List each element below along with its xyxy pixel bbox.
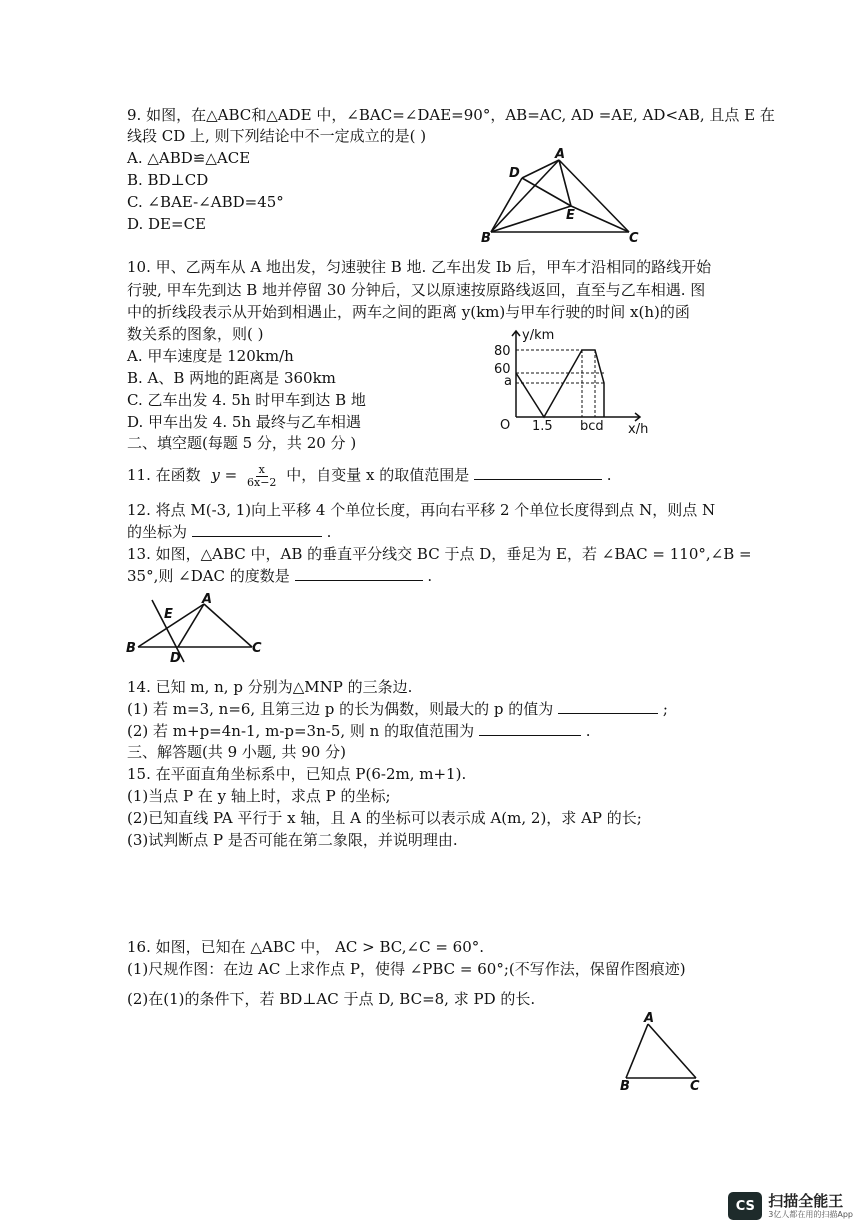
q11-y: y =	[211, 466, 238, 484]
q9-label-b: B	[481, 231, 491, 246]
q11-denominator: 6x−2	[247, 475, 277, 489]
section3-heading: 三、解答题(共 9 小题, 共 90 分)	[127, 743, 346, 761]
q9-label-c: C	[629, 231, 639, 246]
q14-line3	[127, 721, 590, 741]
q12-line2	[127, 522, 331, 542]
q16-line1: 16. 如图，已知在 △ABC 中， AC > BC,∠C = 60°.	[127, 938, 485, 956]
q13-label-a: A	[202, 592, 213, 607]
q9-line2: 线段 CD 上, 则下列结论中不一定成立的是( )	[127, 127, 427, 145]
q14-line2	[127, 699, 668, 719]
q10-ylabel: y/km	[522, 328, 555, 343]
q13-line1: 13. 如图，△ABC 中，AB 的垂直平分线交 BC 于点 D，垂足为 E，若 ∠BAC = 110°,∠B =	[127, 545, 752, 563]
q12-line1: 12. 将点 M(-3, 1)向上平移 4 个单位长度，再向右平移 2 个单位长度得到点 N，则点 N	[127, 501, 716, 519]
q10-xbcd: bcd	[580, 419, 604, 434]
section2-heading: 二、填空题(每题 5 分，共 20 分 )	[127, 434, 357, 452]
q9-label-a: A	[555, 148, 566, 162]
watermark-name: 扫描全能王	[768, 1191, 844, 1210]
q9-option-a: A. △ABD≌△ACE	[127, 149, 251, 167]
q15-line1: 15. 在平面直角坐标系中，已知点 P(6-2m, m+1).	[127, 765, 467, 783]
q13-answer-blank[interactable]	[295, 566, 423, 581]
q11-numerator: x	[256, 464, 268, 477]
q11-answer-blank[interactable]	[474, 465, 602, 480]
q13-end: .	[427, 567, 433, 585]
q16-label-c: C	[690, 1079, 700, 1092]
q14-part2-blank[interactable]	[479, 721, 581, 736]
q9-label-d: D	[509, 166, 520, 181]
q14-part1-blank[interactable]	[558, 699, 658, 714]
q10-line1: 10. 甲、乙两车从 A 地出发，匀速驶往 B 地. 乙车出发 Ib 后，甲车才沿相同的路线开始	[127, 258, 712, 276]
q10-graph	[490, 325, 660, 440]
q14-part2: (2) 若 m+p=4n-1, m-p=3n-5, 则 n 的取值范围为	[127, 722, 475, 740]
q13-line2	[127, 566, 432, 586]
q15-line4: (3)试判断点 P 是否可能在第二象限，并说明理由.	[127, 831, 458, 849]
q11-end: .	[606, 466, 612, 484]
q10-y80: 80	[494, 344, 511, 359]
q10-line2: 行驶, 甲车先到达 B 地并停留 30 分钟后，又以原速按原路线返回，直至与乙车相遇. 图	[127, 281, 706, 299]
q9-option-d: D. DE=CE	[127, 215, 206, 233]
q9-figure	[475, 148, 650, 246]
q16-figure	[612, 1012, 707, 1092]
q10-line3: 中的折线段表示从开始到相遇止，两车之间的距离 y(km)与甲车行驶的时间 x(h)的函	[127, 303, 690, 321]
q10-option-d: D. 甲车出发 4. 5h 最终与乙车相遇	[127, 413, 361, 431]
q10-xlabel: x/h	[628, 422, 649, 437]
q9-option-b: B. BD⊥CD	[127, 171, 209, 189]
q12-answer-blank[interactable]	[192, 522, 322, 537]
q16-line3: (2)在(1)的条件下，若 BD⊥AC 于点 D, BC=8, 求 PD 的长.	[127, 990, 536, 1008]
q14-part1-end: ;	[662, 700, 668, 718]
q11-fraction	[244, 464, 279, 489]
watermark-subtitle: 3亿人都在用的扫描App	[768, 1209, 853, 1219]
q16-line2: (1)尺规作图：在边 AC 上求作点 P，使得 ∠PBC = 60°;(不写作法，保留作图痕迹)	[127, 960, 686, 978]
q16-label-b: B	[620, 1079, 630, 1092]
q13-label-d: D	[170, 651, 181, 666]
q13-figure	[124, 592, 274, 666]
q12-prefix: 的坐标为	[127, 523, 188, 541]
q10-option-c: C. 乙车出发 4. 5h 时甲车到达 B 地	[127, 391, 366, 409]
q10-ya: a	[504, 374, 512, 389]
q9-label-e: E	[566, 208, 575, 223]
q10-x15: 1.5	[532, 419, 553, 434]
q13-label-c: C	[252, 641, 262, 656]
q13-label-e: E	[164, 607, 173, 622]
q10-option-b: B. A、B 两地的距离是 360km	[127, 369, 336, 387]
q9-option-c: C. ∠BAE-∠ABD=45°	[127, 193, 284, 211]
q13-label-b: B	[126, 641, 136, 656]
q15-line3: (2)已知直线 PA 平行于 x 轴，且 A 的坐标可以表示成 A(m, 2)，求 AP 的长;	[127, 809, 642, 827]
q11-post: 中，自变量 x 的取值范围是	[286, 466, 470, 484]
q10-origin: O	[500, 418, 511, 433]
q16-label-a: A	[644, 1012, 655, 1026]
q12-end: .	[326, 523, 332, 541]
q11-pre: 11. 在函数	[127, 466, 201, 484]
q14-part2-end: .	[585, 722, 591, 740]
camscanner-logo-icon: CS	[728, 1192, 762, 1220]
q14-line1: 14. 已知 m, n, p 分别为△MNP 的三条边.	[127, 678, 413, 696]
q11-line	[127, 462, 612, 489]
q14-part1: (1) 若 m=3, n=6, 且第三边 p 的长为偶数，则最大的 p 的值为	[127, 700, 554, 718]
scanner-watermark	[728, 1192, 853, 1220]
q9-line1: 9. 如图，在△ABC和△ADE 中，∠BAC=∠DAE=90°，AB=AC, AD =AE, AD<AB, 且点 E 在	[127, 106, 775, 124]
q10-option-a: A. 甲车速度是 120km/h	[127, 347, 294, 365]
q10-line4: 数关系的图象，则( )	[127, 325, 264, 343]
q13-prefix: 35°,则 ∠DAC 的度数是	[127, 567, 290, 585]
q15-line2: (1)当点 P 在 y 轴上时，求点 P 的坐标;	[127, 787, 391, 805]
q10-y60: 60	[494, 362, 511, 377]
